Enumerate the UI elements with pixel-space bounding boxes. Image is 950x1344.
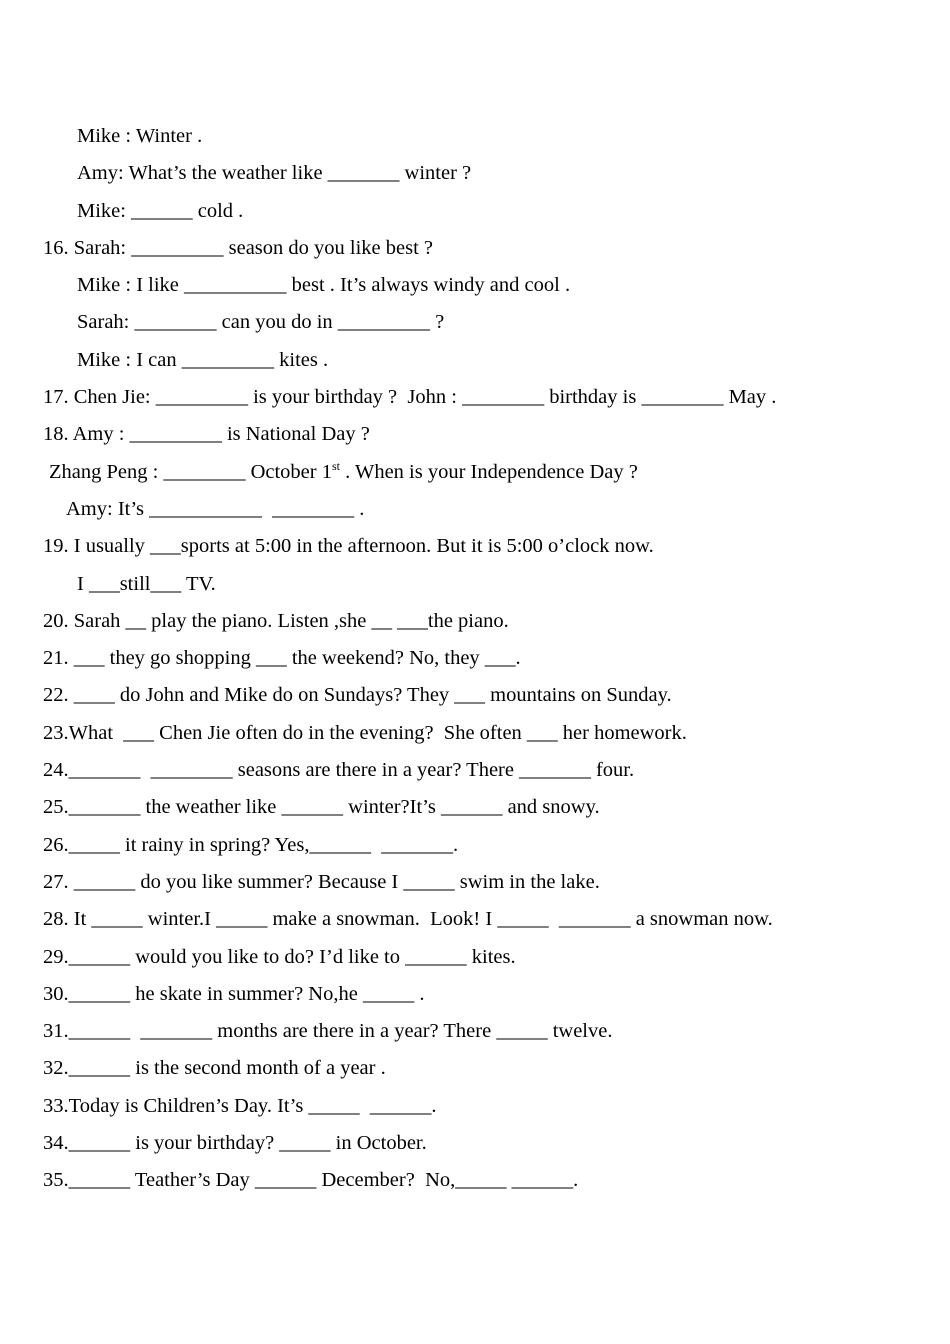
question-34: 34.______ is your birthday? _____ in October. bbox=[43, 1132, 427, 1155]
dialogue-line: Amy: It’s ___________ ________ . bbox=[66, 497, 365, 520]
question-20: 20. Sarah __ play the piano. Listen ,she __ ___the piano. bbox=[43, 609, 509, 632]
question-23: 23.What ___ Chen Jie often do in the evening? She often ___ her homework. bbox=[43, 721, 687, 744]
question-18: 18. Amy : _________ is National Day ? bbox=[43, 423, 370, 446]
dialogue-line: I ___still___ TV. bbox=[77, 572, 216, 595]
question-35: 35.______ Teather’s Day ______ December? No,_____ ______. bbox=[43, 1169, 579, 1192]
dialogue-line: Amy: What’s the weather like _______ winter ? bbox=[77, 162, 472, 185]
question-16: 16. Sarah: _________ season do you like best ? bbox=[43, 236, 434, 259]
question-17: 17. Chen Jie: _________ is your birthday ? John : ________ birthday is ________ May . bbox=[43, 386, 777, 409]
dialogue-line: Mike : I can _________ kites . bbox=[77, 348, 329, 371]
dialogue-line: Sarah: ________ can you do in _________ ? bbox=[77, 311, 445, 334]
exercise-lines bbox=[43, 118, 923, 1200]
ordinal-suffix: st bbox=[331, 458, 340, 473]
question-27: 27. ______ do you like summer? Because I _____ swim in the lake. bbox=[43, 870, 600, 893]
question-30: 30.______ he skate in summer? No,he _____ . bbox=[43, 982, 425, 1005]
question-19: 19. I usually ___sports at 5:00 in the afternoon. But it is 5:00 o’clock now. bbox=[43, 535, 654, 558]
question-24: 24._______ ________ seasons are there in a year? There _______ four. bbox=[43, 759, 635, 782]
question-25: 25._______ the weather like ______ winter?It’s ______ and snowy. bbox=[43, 796, 600, 819]
dialogue-text: Zhang Peng : ________ October 1 bbox=[49, 460, 332, 483]
question-22: 22. ____ do John and Mike do on Sundays? They ___ mountains on Sunday. bbox=[43, 684, 672, 707]
question-21: 21. ___ they go shopping ___ the weekend? No, they ___. bbox=[43, 647, 521, 670]
dialogue-line bbox=[43, 454, 923, 491]
question-33: 33.Today is Children’s Day. It’s _____ ______. bbox=[43, 1094, 437, 1117]
question-29: 29.______ would you like to do? I’d like to ______ kites. bbox=[43, 945, 516, 968]
question-32: 32.______ is the second month of a year . bbox=[43, 1057, 386, 1080]
question-31: 31.______ _______ months are there in a year? There _____ twelve. bbox=[43, 1020, 613, 1043]
dialogue-text: . When is your Independence Day ? bbox=[339, 460, 638, 483]
dialogue-line: Mike : Winter . bbox=[77, 125, 203, 147]
question-28: 28. It _____ winter.I _____ make a snowman. Look! I _____ _______ a snowman now. bbox=[43, 908, 773, 931]
dialogue-line: Mike : I like __________ best . It’s always windy and cool . bbox=[77, 274, 571, 297]
question-26: 26._____ it rainy in spring? Yes,______ _______. bbox=[43, 833, 459, 856]
dialogue-line: Mike: ______ cold . bbox=[77, 199, 244, 222]
